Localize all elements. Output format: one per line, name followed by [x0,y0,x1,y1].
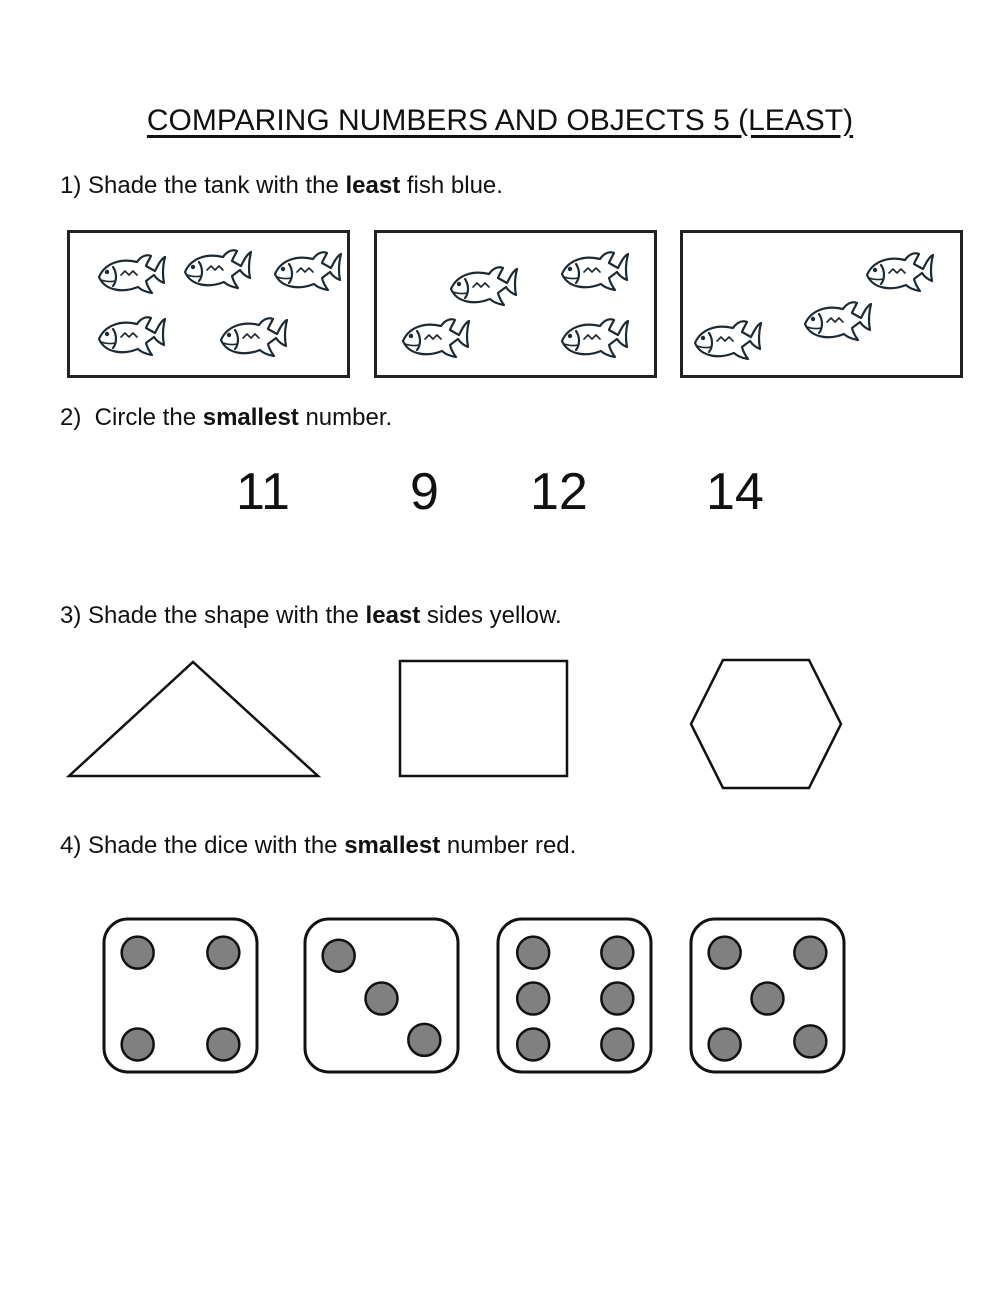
dice-row [104,919,844,1072]
dice-pip [366,983,398,1015]
question-4: 4) Shade the dice with the smallest number red. [60,832,577,859]
dice-pip [207,1028,239,1060]
fish-icon [221,318,287,356]
hexagon-shape[interactable] [691,660,841,788]
dice-1[interactable] [104,919,257,1072]
dice-pip [122,937,154,969]
number-option-4[interactable]: 14 [706,463,764,521]
dice-pip [794,1025,826,1057]
dice-pip [709,937,741,969]
dice-pip [122,1028,154,1060]
triangle-shape[interactable] [69,662,318,776]
fish-tank-2[interactable] [374,230,657,378]
dice-pip [207,937,239,969]
fish-tank-1[interactable] [67,230,350,378]
dice-3[interactable] [498,919,651,1072]
fish-group-1 [70,233,347,375]
fish-icon [185,250,251,288]
worksheet-title: COMPARING NUMBERS AND OBJECTS 5 (LEAST) [146,104,854,137]
fish-icon [275,252,341,290]
dice-pip [517,937,549,969]
fish-icon [99,255,165,293]
question-2: 2) Circle the smallest number. [60,404,393,431]
question-1: 1) Shade the tank with the least fish blue. [60,172,503,199]
fish-icon [867,253,933,291]
dice-pip [794,937,826,969]
fish-icon [695,321,761,359]
dice-2[interactable] [305,919,458,1072]
dice-pip [601,937,633,969]
fish-icon [451,267,517,305]
dice-pip [752,983,784,1015]
number-option-2[interactable]: 9 [410,463,439,521]
dice-pip [517,1028,549,1060]
dice-pip [408,1024,440,1056]
fish-icon [403,319,469,357]
fish-icon [562,319,628,357]
question-3: 3) Shade the shape with the least sides yellow. [60,602,562,629]
fish-icon [562,252,628,290]
dice-pip [709,1028,741,1060]
dice-pip [517,983,549,1015]
dice-4[interactable] [691,919,844,1072]
fish-icon [805,302,871,340]
number-option-1[interactable]: 11 [236,463,290,521]
dice-pip [601,983,633,1015]
dice-pip [323,940,355,972]
dice-pip [601,1028,633,1060]
fish-group-3 [683,233,966,375]
fish-tank-3[interactable] [680,230,963,378]
rectangle-shape[interactable] [400,661,567,776]
number-option-3[interactable]: 12 [530,463,588,521]
fish-icon [99,317,165,355]
fish-group-2 [377,233,654,375]
